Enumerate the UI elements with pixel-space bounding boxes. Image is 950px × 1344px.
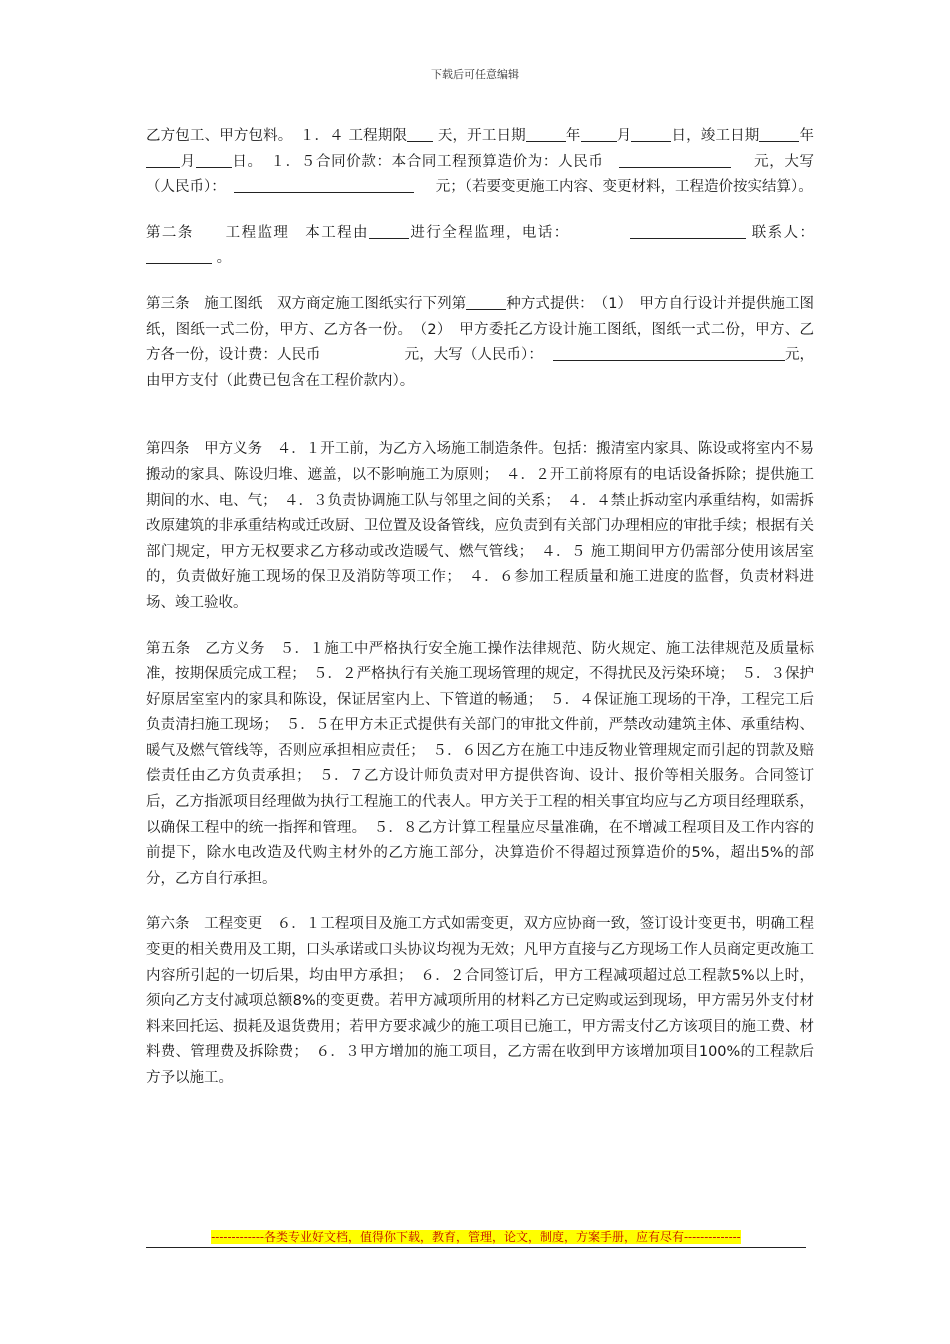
text: 天，开工日期 <box>437 128 526 144</box>
text: 第三条 施工图纸 双方商定施工图纸实行下列第 <box>146 295 467 312</box>
text: 月 <box>180 153 196 170</box>
blank-field <box>369 223 409 239</box>
text: 元；（若要变更施工内容、变更材料，工程造价按实结算）。 <box>435 179 813 196</box>
blank-field <box>146 248 212 264</box>
blank-field <box>759 126 799 142</box>
text: 月 <box>616 128 632 144</box>
text: 元，由甲方支付（此费已包含在工程价款内）。 <box>146 347 815 389</box>
blank-field <box>407 126 433 142</box>
text: 乙方包工、甲方包料。 １．４ 工程期限 <box>146 128 408 144</box>
text: 。 <box>216 250 232 267</box>
blank-field <box>619 152 665 168</box>
text: 日。 １．５合同价款：本合同工程预算造价为：人民币 <box>231 153 604 170</box>
text: 元，大写（人民币）： <box>146 153 814 196</box>
paragraph-intro <box>146 124 814 201</box>
text: 联系人： <box>751 224 815 241</box>
article-2 <box>146 221 814 272</box>
text: 日，竣工日期 <box>671 128 760 144</box>
blank-field <box>146 152 180 168</box>
text: 种方式提供： （1） 甲方自行设计并提供施工图纸，图纸一式二份，甲方、乙方各一份。 （2） 甲方委托乙方设计施工图纸，图纸一式二份，甲方、乙方各一份，设计费：人民币 <box>146 295 814 364</box>
text: 年 <box>565 128 581 144</box>
footer-banner <box>146 1226 806 1248</box>
text: 元，大写（人民币）： <box>404 347 543 364</box>
blank-field <box>665 152 731 168</box>
text: 进行全程监理，电话： <box>408 224 570 241</box>
blank-field <box>630 223 746 239</box>
document-body <box>146 124 814 1092</box>
article-4: 第四条 甲方义务 ４．１开工前，为乙方入场施工制造条件。包括：搬清室内家具、陈设或将室内不易搬动的家具、陈设归堆、遮盖，以不影响施工为原则； ４．２开工前将原有的电话设备拆除；提供施工期间的水、电、气； ４．３负责协调施工队与邻里之间的关系； ４．４禁止拆动室内承重结构，如需拆改原建筑的非承重结构或迁改厨、卫位置及设备管线，应负责到有关部门办理相应的审批手续；根据有关部门规定，甲方无权要求乙方移动或改造暖气、燃气管线； ４．５ 施工期间甲方仍需部分使用该居室的，负责做好施工现场的保卫及消防等项工作； ４．６参加工程质量和施工进度的监督，负责材料进场、竣工验收。 <box>146 441 814 611</box>
text: 第二条 工程监理 本工程由 <box>146 224 369 241</box>
blank-field <box>196 152 232 168</box>
text: 年 <box>799 128 815 144</box>
article-3 <box>146 292 814 394</box>
blank-field <box>631 126 671 142</box>
blank-field <box>234 177 414 193</box>
article-6: 第六条 工程变更 ６．１工程项目及施工方式如需变更，双方应协商一致，签订设计变更书，明确工程变更的相关费用及工期，口头承诺或口头协议均视为无效；凡甲方直接与乙方现场工作人员商定更改施工内容所引起的一切后果，均由甲方承担； ６．２合同签订后，甲方工程减项超过总工程款5%以上时，须向乙方支付减项总额8%的变更费。若甲方减项所用的材料乙方已定购或运到现场，甲方需另外支付材料来回托运、损耗及退货费用；若甲方要求减少的施工项目已施工，甲方需支付乙方该项目的施工费、材料费、管理费及拆除费； ６．３甲方增加的施工项目，乙方需在收到甲方该增加项目100%的工程款后方予以施工。 <box>146 916 814 1086</box>
page-header: 下载后可任意编辑 <box>431 68 519 81</box>
footer-text: -------------各类专业好文档，值得你下载，教育，管理，论文，制度，方案手册，应有尽有-------------- <box>211 1230 741 1244</box>
article-5: 第五条 乙方义务 ５．１施工中严格执行安全施工操作法律规范、防火规定、施工法律规范及质量标准，按期保质完成工程； ５．２严格执行有关施工现场管理的规定，不得扰民及污染环境； ５．３保护好原居室室内的家具和陈设，保证居室内上、下管道的畅通； ５．４保证施工现场的干净，工程完工后负责清扫施工现场； ５．５在甲方未正式提供有关部门的审批文件前，严禁改动建筑主体、承重结构、暖气及燃气管线等，否则应承担相应责任； ５．６因乙方在施工中违反物业管理规定而引起的罚款及赔偿责任由乙方负责承担； ５．７乙方设计师负责对甲方提供咨询、设计、报价等相关服务。合同签订后，乙方指派项目经理做为执行工程施工的代表人。甲方关于工程的相关事宜均应与乙方项目经理联系，以确保工程中的统一指挥和管理。 ５．８乙方计算工程量应尽量准确，在不增减工程项目及工作内容的前提下，除水电改造及代购主材外的乙方施工部分，决算造价不得超过预算造价的5%，超出5%的部分，乙方自行承担。 <box>146 640 814 887</box>
blank-field <box>526 126 566 142</box>
blank-field <box>581 126 617 142</box>
blank-field <box>553 345 785 361</box>
blank-field <box>466 294 506 310</box>
